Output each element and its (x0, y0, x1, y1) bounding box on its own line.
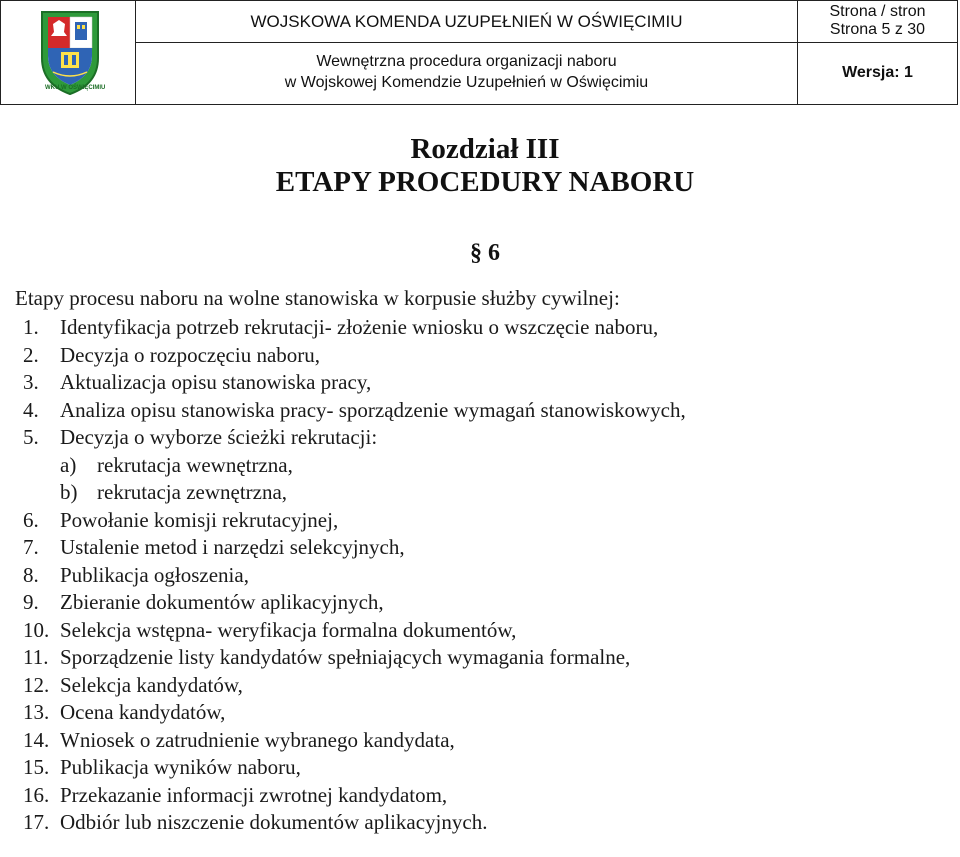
document-title (136, 43, 797, 93)
meta-cell (798, 1, 957, 104)
step-number: 12. (23, 672, 50, 697)
document-title-line-2: w Wojskowej Komendzie Uzupełnień w Oświęcimiu (284, 74, 649, 91)
step-text: Odbiór lub niszczenie dokumentów aplikacyjnych. (60, 810, 488, 834)
step-text: Przekazanie informacji zwrotnej kandydatom, (60, 782, 448, 807)
step-text: Selekcja wstępna- weryfikacja formalna dokumentów, (60, 617, 517, 642)
step-number: 15. (23, 755, 50, 779)
chapter-number: Rozdział III (410, 133, 560, 165)
step-number: 10. (23, 617, 50, 642)
step-text: Decyzja o wyborze ścieżki rekrutacji: (60, 425, 378, 449)
step-text: Identyfikacja potrzeb rekrutacji- złożenie wniosku o wszczęcie naboru, (60, 315, 659, 339)
page-number: Strona 5 z 30 (829, 21, 926, 38)
step-text: Zbieranie dokumentów aplikacyjnych, (60, 590, 384, 614)
section-intro: Etapy procesu naboru na wolne stanowiska w korpusie służby cywilnej: (15, 286, 620, 310)
step-number: 17. (23, 810, 50, 834)
step-number: 13. (23, 700, 50, 724)
version-label: Wersja: 1 (842, 64, 913, 81)
step-number: 11. (23, 645, 49, 669)
step-text: Powołanie komisji rekrutacyjnej, (60, 507, 339, 532)
step-text: Publikacja ogłoszenia, (60, 562, 249, 587)
step-number: 14. (23, 727, 50, 752)
step-number: b) (60, 480, 78, 504)
step-number: 16. (23, 782, 50, 807)
step-number: 7. (23, 535, 39, 559)
step-text: Sporządzenie listy kandydatów spełniających wymagania formalne, (60, 645, 631, 669)
document-title-line-1: Wewnętrzna procedura organizacji naboru (316, 53, 617, 70)
section-mark: § 6 (470, 240, 500, 266)
step-text: Aktualizacja opisu stanowiska pracy, (60, 370, 372, 394)
step-number: a) (60, 452, 77, 477)
step-text: Analiza opisu stanowiska pracy- sporządzenie wymagań stanowiskowych, (60, 397, 686, 422)
step-text: Decyzja o rozpoczęciu naboru, (60, 342, 321, 367)
step-text: rekrutacja zewnętrzna, (97, 480, 288, 504)
step-text: Ocena kandydatów, (60, 700, 226, 724)
page-info (798, 1, 957, 43)
step-text: rekrutacja wewnętrzna, (97, 452, 293, 477)
logo-caption: WKU W OŚWIĘCIMIU (45, 85, 106, 91)
step-number: 9. (23, 590, 39, 614)
step-text: Selekcja kandydatów, (60, 672, 243, 697)
wku-emblem-logo (39, 10, 101, 96)
title-cell (136, 1, 798, 104)
document-header (0, 0, 958, 105)
chapter-title: ETAPY PROCEDURY NABORU (275, 166, 695, 198)
step-number: 4. (23, 397, 39, 422)
page-label: Strona / stron (829, 3, 926, 20)
step-text: Publikacja wyników naboru, (60, 755, 301, 779)
step-text: Ustalenie metod i narzędzi selekcyjnych, (60, 535, 405, 559)
step-number: 1. (23, 315, 39, 339)
step-number: 8. (23, 562, 39, 587)
institution-name: WOJSKOWA KOMENDA UZUPEŁNIEŃ W OŚWIĘCIMIU (136, 1, 797, 43)
step-number: 5. (23, 425, 39, 449)
step-number: 2. (23, 342, 39, 367)
step-number: 6. (23, 507, 39, 532)
step-text: Wniosek o zatrudnienie wybranego kandydata, (60, 727, 455, 752)
logo-cell (1, 1, 136, 104)
step-number: 3. (23, 370, 39, 394)
